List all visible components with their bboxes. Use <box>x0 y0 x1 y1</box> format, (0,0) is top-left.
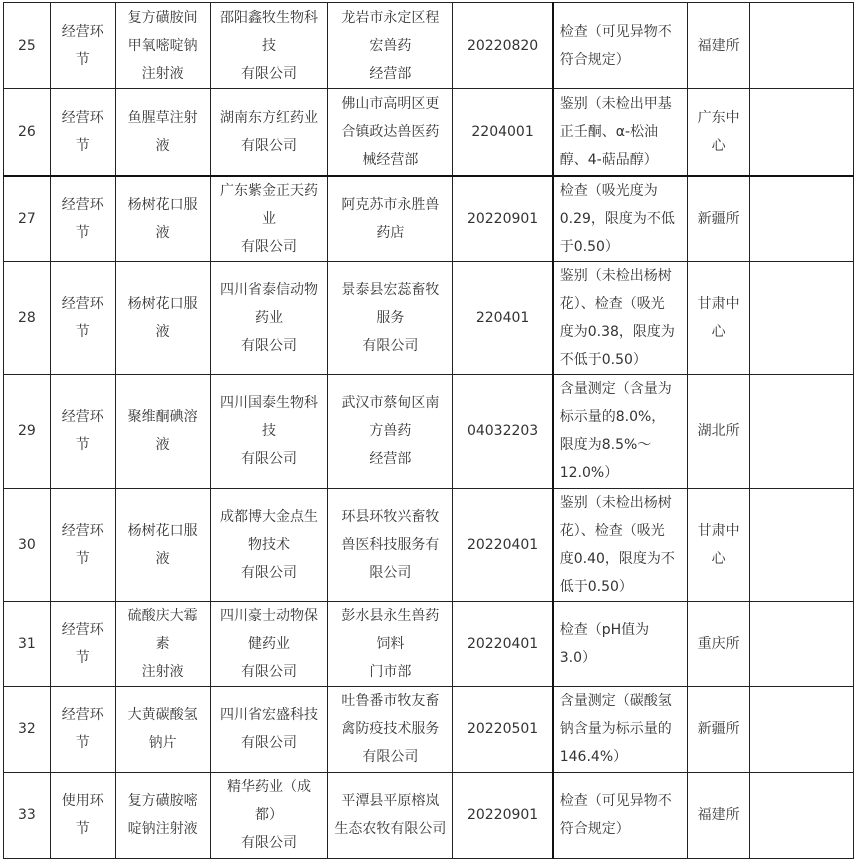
product-name-cell-line: 鱼腥草注射 <box>127 109 198 126</box>
testing-lab-cell <box>688 261 750 374</box>
sampled-unit-cell <box>328 686 453 772</box>
test-result-cell-line: 含量测定（含量为 <box>559 381 672 397</box>
remarks-cell <box>750 374 854 488</box>
stage-cell-line: 经营环 <box>61 522 104 539</box>
sampled-unit-cell-line: 门市部 <box>369 663 412 680</box>
product-name-cell-line: 液 <box>155 137 170 154</box>
product-name-cell-line: 啶钠注射液 <box>127 821 198 837</box>
manufacturer-cell <box>210 601 328 686</box>
row-number: 26 <box>4 89 51 176</box>
table-row <box>4 261 854 374</box>
testing-lab-cell-line: 新疆所 <box>697 210 740 227</box>
product-name-cell-line: 复方磺胺间 <box>127 9 198 26</box>
manufacturer-cell-line: 有限公司 <box>240 564 297 581</box>
test-result-cell-line: 检查（吸光度为 <box>559 182 658 199</box>
stage-cell-line: 经营环 <box>61 196 104 213</box>
testing-lab-cell-line: 新疆所 <box>697 721 740 737</box>
manufacturer-cell <box>210 176 328 262</box>
manufacturer-cell-line: 四川豪士动物保 <box>219 607 318 624</box>
stage-cell-line: 节 <box>75 649 90 666</box>
testing-lab-cell <box>688 601 750 686</box>
product-name-cell-line: 硫酸庆大霉 <box>127 607 198 624</box>
row-number: 33 <box>4 772 51 858</box>
stage-cell <box>50 374 115 488</box>
row-number: 28 <box>4 261 51 374</box>
product-name-cell <box>115 488 210 601</box>
product-name-cell-line: 注射液 <box>141 663 184 680</box>
test-result-cell-line: 于0.50） <box>559 238 619 255</box>
manufacturer-cell-line: 都） <box>254 807 283 823</box>
manufacturer-cell-line: 技 <box>261 423 276 439</box>
manufacturer-cell <box>210 3 328 89</box>
manufacturer-cell-line: 有限公司 <box>240 137 297 154</box>
batch-number-cell <box>453 686 553 772</box>
table-row <box>4 488 854 601</box>
test-result-cell-line: 鉴别（未检出杨树 <box>559 494 672 511</box>
testing-lab-cell-line: 心 <box>711 323 726 340</box>
product-name-cell-line: 液 <box>155 550 170 567</box>
product-name-cell-line: 甲氧嘧啶钠 <box>127 37 198 54</box>
sampled-unit-cell-line: 吐鲁番市牧友畜 <box>341 693 440 709</box>
sampled-unit-cell-line: 佛山市高明区更 <box>341 95 440 112</box>
batch-number-cell <box>453 176 553 262</box>
testing-lab-cell <box>688 374 750 488</box>
manufacturer-cell-line: 技 <box>261 37 276 54</box>
remarks-cell <box>750 176 854 262</box>
stage-cell-line: 使用环 <box>61 793 104 809</box>
manufacturer-cell-line: 成都博大金点生 <box>219 508 318 525</box>
manufacturer-cell <box>210 772 328 858</box>
product-name-cell-line: 杨树花口服 <box>127 196 198 213</box>
manufacturer-cell-line: 精华药业（成 <box>226 779 311 795</box>
product-name-cell-line: 大黄碳酸氢 <box>127 707 198 723</box>
stage-cell <box>50 176 115 262</box>
table-row <box>4 374 854 488</box>
table-row <box>4 89 854 176</box>
sampled-unit-cell-line: 有限公司 <box>362 749 419 765</box>
test-result-cell-line: 花）、检查（吸光 <box>559 522 665 539</box>
manufacturer-cell <box>210 374 328 488</box>
row-number: 32 <box>4 686 51 772</box>
sampled-unit-cell-line: 生态农牧有限公司 <box>334 821 447 837</box>
batch-number-cell-line: 220401 <box>475 309 530 326</box>
test-result-cell-line: 花）、检查（吸光 <box>559 295 665 312</box>
row-number: 25 <box>4 3 51 89</box>
sampled-unit-cell-line: 服务 <box>376 309 405 326</box>
test-result-cell <box>553 772 688 858</box>
sampled-unit-cell-line: 经营部 <box>369 65 412 82</box>
table-row <box>4 3 854 89</box>
manufacturer-cell-line: 业 <box>261 210 276 227</box>
sampled-unit-cell <box>328 176 453 262</box>
test-result-cell <box>553 89 688 176</box>
remarks-cell <box>750 3 854 89</box>
test-result-cell-line: 鉴别（未检出甲基 <box>559 95 672 112</box>
product-name-cell-line: 注射液 <box>141 65 184 82</box>
sampled-unit-cell-line: 饲料 <box>376 635 405 652</box>
sampled-unit-cell-line: 宏兽药 <box>369 37 412 54</box>
manufacturer-cell-line: 有限公司 <box>240 451 297 467</box>
manufacturer-cell-line: 邵阳鑫牧生物科 <box>219 9 318 26</box>
test-result-cell-line: 检查（可见异物不 <box>559 23 672 40</box>
product-name-cell <box>115 374 210 488</box>
test-result-cell-line: 0.29，限度为不低 <box>559 210 675 227</box>
test-result-cell-line: 度为0.38，限度为 <box>559 323 675 340</box>
test-result-cell-line: 度0.40，限度为不 <box>559 550 675 567</box>
test-result-cell-line: 不低于0.50） <box>559 351 647 368</box>
product-name-cell <box>115 176 210 262</box>
test-result-cell-line: 鉴别（未检出杨树 <box>559 267 672 284</box>
row-number: 29 <box>4 374 51 488</box>
batch-number-cell-line: 20220901 <box>466 210 539 227</box>
stage-cell-line: 节 <box>75 735 90 751</box>
product-name-cell-line: 杨树花口服 <box>127 295 198 312</box>
test-result-cell-line: 醇、4-萜品醇） <box>559 151 658 168</box>
testing-lab-cell-line: 广东中 <box>697 109 740 126</box>
sampled-unit-cell <box>328 89 453 176</box>
batch-number-cell-line: 20220901 <box>466 807 539 823</box>
manufacturer-cell <box>210 89 328 176</box>
stage-cell <box>50 261 115 374</box>
batch-number-cell <box>453 89 553 176</box>
sampled-unit-cell-line: 有限公司 <box>362 337 419 354</box>
testing-lab-cell-line: 福建所 <box>697 807 740 823</box>
batch-number-cell <box>453 261 553 374</box>
sampled-unit-cell-line: 龙岩市永定区程 <box>341 9 440 26</box>
test-result-cell-line: 3.0） <box>559 649 596 666</box>
test-result-cell-line: 正壬酮、α-松油 <box>559 123 659 140</box>
testing-lab-cell <box>688 3 750 89</box>
sampled-unit-cell <box>328 3 453 89</box>
table-row <box>4 772 854 858</box>
product-name-cell-line: 液 <box>155 224 170 241</box>
stage-cell-line: 节 <box>75 51 90 68</box>
sampled-unit-cell-line: 平潭县平原榕岚 <box>341 793 440 809</box>
row-number: 30 <box>4 488 51 601</box>
manufacturer-cell <box>210 686 328 772</box>
batch-number-cell-line: 20220401 <box>466 536 539 553</box>
batch-number-cell-line: 04032203 <box>466 423 539 439</box>
sampled-unit-cell-line: 方兽药 <box>369 423 412 439</box>
manufacturer-cell-line: 四川省宏盛科技 <box>219 707 318 723</box>
testing-lab-cell-line: 甘肃中 <box>697 522 740 539</box>
test-result-cell <box>553 374 688 488</box>
test-result-cell-line: 钠含量为标示量的 <box>559 721 672 737</box>
product-name-cell <box>115 3 210 89</box>
remarks-cell <box>750 686 854 772</box>
testing-lab-cell-line: 湖北所 <box>697 423 740 439</box>
row-number: 31 <box>4 601 51 686</box>
stage-cell-line: 经营环 <box>61 621 104 638</box>
sampled-unit-cell <box>328 374 453 488</box>
product-name-cell-line: 复方磺胺嘧 <box>127 793 198 809</box>
test-result-cell-line: 检查（可见异物不 <box>559 793 672 809</box>
testing-lab-cell <box>688 686 750 772</box>
table-row <box>4 686 854 772</box>
product-name-cell-line: 钠片 <box>148 735 177 751</box>
remarks-cell <box>750 772 854 858</box>
stage-cell-line: 节 <box>75 224 90 241</box>
batch-number-cell-line: 20220501 <box>466 721 539 737</box>
testing-lab-cell <box>688 488 750 601</box>
sampled-unit-cell-line: 限公司 <box>369 564 412 581</box>
remarks-cell <box>750 261 854 374</box>
stage-cell-line: 节 <box>75 821 90 837</box>
sampled-unit-cell-line: 景泰县宏蕊畜牧 <box>341 281 440 298</box>
test-result-cell-line: 检查（pH值为 <box>559 621 650 638</box>
product-name-cell-line: 液 <box>155 323 170 340</box>
stage-cell-line: 节 <box>75 550 90 567</box>
batch-number-cell <box>453 601 553 686</box>
manufacturer-cell-line: 有限公司 <box>240 735 297 751</box>
sampled-unit-cell-line: 药店 <box>376 224 405 241</box>
testing-lab-cell <box>688 772 750 858</box>
test-result-cell <box>553 176 688 262</box>
manufacturer-cell <box>210 488 328 601</box>
sampled-unit-cell <box>328 601 453 686</box>
stage-cell-line: 节 <box>75 437 90 453</box>
testing-lab-cell-line: 心 <box>711 137 726 154</box>
sampled-unit-cell-line: 兽医科技服务有 <box>341 536 440 553</box>
sampled-unit-cell <box>328 261 453 374</box>
product-name-cell-line: 素 <box>155 635 170 652</box>
stage-cell <box>50 601 115 686</box>
test-result-cell-line: 符合规定） <box>559 821 630 837</box>
sampled-unit-cell <box>328 488 453 601</box>
stage-cell <box>50 772 115 858</box>
test-result-cell-line: 标示量的8.0%， <box>559 409 666 425</box>
test-result-cell <box>553 488 688 601</box>
sampled-unit-cell-line: 武汉市蔡甸区南 <box>341 395 440 411</box>
test-result-cell-line: 符合规定） <box>559 51 630 68</box>
batch-number-cell <box>453 374 553 488</box>
product-name-cell <box>115 601 210 686</box>
table-row <box>4 176 854 262</box>
manufacturer-cell-line: 健药业 <box>247 635 290 652</box>
manufacturer-cell-line: 四川国泰生物科 <box>219 395 318 411</box>
sampled-unit-cell-line: 阿克苏市永胜兽 <box>341 196 440 213</box>
product-name-cell <box>115 89 210 176</box>
testing-lab-cell <box>688 176 750 262</box>
test-result-cell <box>553 3 688 89</box>
sampled-unit-cell-line: 彭水县永生兽药 <box>341 607 440 624</box>
row-number: 27 <box>4 176 51 262</box>
manufacturer-cell-line: 有限公司 <box>240 238 297 255</box>
stage-cell-line: 节 <box>75 137 90 154</box>
manufacturer-cell-line: 物技术 <box>247 536 290 553</box>
testing-lab-cell-line: 福建所 <box>697 37 740 54</box>
manufacturer-cell-line: 有限公司 <box>240 65 297 82</box>
stage-cell <box>50 3 115 89</box>
sampled-unit-cell-line: 经营部 <box>369 451 412 467</box>
sampled-unit-cell-line: 环县环牧兴畜牧 <box>341 508 440 525</box>
product-name-cell <box>115 686 210 772</box>
manufacturer-cell-line: 药业 <box>254 309 283 326</box>
batch-number-cell <box>453 3 553 89</box>
manufacturer-cell-line: 湖南东方红药业 <box>219 109 318 126</box>
batch-number-cell-line: 20220401 <box>466 635 539 652</box>
manufacturer-cell-line: 有限公司 <box>240 835 297 851</box>
inspection-table <box>3 2 854 859</box>
sampled-unit-cell-line: 合镇政达兽医药 <box>341 123 440 140</box>
stage-cell-line: 经营环 <box>61 109 104 126</box>
testing-lab-cell-line: 重庆所 <box>697 635 740 652</box>
test-result-cell-line: 含量测定（碳酸氢 <box>559 693 672 709</box>
test-result-cell <box>553 601 688 686</box>
table-row <box>4 601 854 686</box>
test-result-cell-line: 低于0.50） <box>559 578 633 595</box>
testing-lab-cell-line: 甘肃中 <box>697 295 740 312</box>
testing-lab-cell <box>688 89 750 176</box>
stage-cell-line: 经营环 <box>61 295 104 312</box>
batch-number-cell-line: 20220820 <box>466 37 539 54</box>
test-result-cell-line: 限度为8.5%～ <box>559 437 652 453</box>
test-result-cell-line: 146.4%） <box>559 749 628 765</box>
testing-lab-cell-line: 心 <box>711 550 726 567</box>
remarks-cell <box>750 488 854 601</box>
sampled-unit-cell <box>328 772 453 858</box>
sampled-unit-cell-line: 禽防疫技术服务 <box>341 721 440 737</box>
stage-cell <box>50 686 115 772</box>
stage-cell-line: 经营环 <box>61 23 104 40</box>
manufacturer-cell-line: 有限公司 <box>240 337 297 354</box>
manufacturer-cell <box>210 261 328 374</box>
manufacturer-cell-line: 有限公司 <box>240 663 297 680</box>
batch-number-cell <box>453 772 553 858</box>
product-name-cell-line: 杨树花口服 <box>127 522 198 539</box>
batch-number-cell-line: 2204001 <box>471 123 534 140</box>
test-result-cell <box>553 686 688 772</box>
batch-number-cell <box>453 488 553 601</box>
product-name-cell <box>115 772 210 858</box>
product-name-cell-line: 液 <box>155 437 170 453</box>
remarks-cell <box>750 601 854 686</box>
product-name-cell-line: 聚维酮碘溶 <box>127 409 198 425</box>
manufacturer-cell-line: 四川省泰信动物 <box>219 281 318 298</box>
remarks-cell <box>750 89 854 176</box>
manufacturer-cell-line: 广东紫金正天药 <box>219 182 318 199</box>
stage-cell-line: 经营环 <box>61 707 104 723</box>
stage-cell <box>50 89 115 176</box>
sampled-unit-cell-line: 械经营部 <box>362 151 419 168</box>
test-result-cell-line: 12.0%） <box>559 465 619 481</box>
product-name-cell <box>115 261 210 374</box>
test-result-cell <box>553 261 688 374</box>
stage-cell <box>50 488 115 601</box>
stage-cell-line: 经营环 <box>61 409 104 425</box>
stage-cell-line: 节 <box>75 323 90 340</box>
